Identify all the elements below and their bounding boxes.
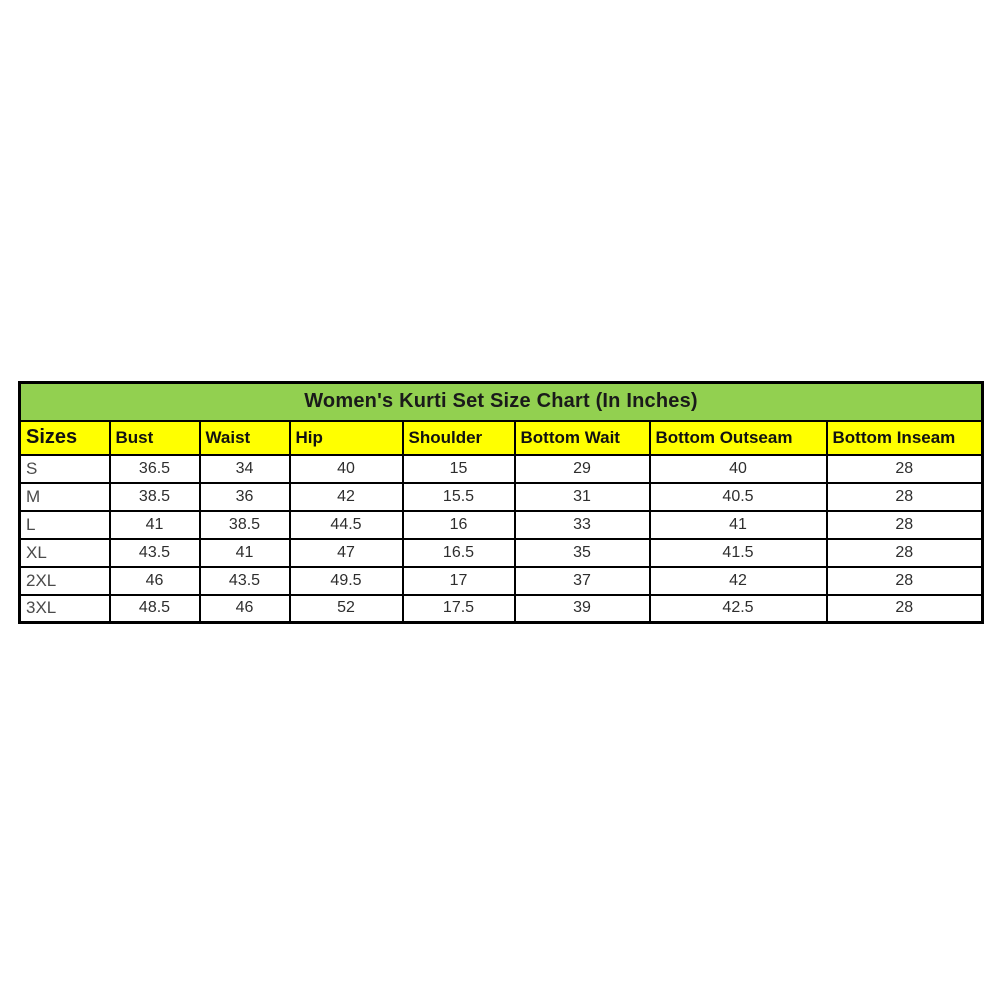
measurement-value: 15 (403, 455, 515, 483)
measurement-value: 40 (290, 455, 403, 483)
measurement-value: 16 (403, 511, 515, 539)
table-row (20, 539, 983, 567)
measurement-value: 17 (403, 567, 515, 595)
column-header-shoulder: Shoulder (403, 421, 515, 455)
size-label: XL (20, 539, 110, 567)
header-row (20, 421, 983, 455)
measurement-value: 41 (200, 539, 290, 567)
chart-title: Women's Kurti Set Size Chart (In Inches) (20, 383, 983, 421)
measurement-value: 38.5 (200, 511, 290, 539)
column-header-bottom-wait: Bottom Wait (515, 421, 650, 455)
measurement-value: 28 (827, 455, 983, 483)
measurement-value: 46 (200, 595, 290, 623)
size-label: L (20, 511, 110, 539)
measurement-value: 28 (827, 539, 983, 567)
size-chart (18, 381, 984, 624)
table-row (20, 483, 983, 511)
measurement-value: 37 (515, 567, 650, 595)
measurement-value: 44.5 (290, 511, 403, 539)
size-label: 2XL (20, 567, 110, 595)
measurement-value: 16.5 (403, 539, 515, 567)
size-label: S (20, 455, 110, 483)
measurement-value: 43.5 (200, 567, 290, 595)
column-header-waist: Waist (200, 421, 290, 455)
column-header-hip: Hip (290, 421, 403, 455)
table-row (20, 455, 983, 483)
measurement-value: 48.5 (110, 595, 200, 623)
measurement-value: 28 (827, 567, 983, 595)
size-label: M (20, 483, 110, 511)
measurement-value: 52 (290, 595, 403, 623)
column-header-bust: Bust (110, 421, 200, 455)
measurement-value: 28 (827, 511, 983, 539)
measurement-value: 39 (515, 595, 650, 623)
measurement-value: 42 (290, 483, 403, 511)
measurement-value: 43.5 (110, 539, 200, 567)
size-chart-table (18, 381, 984, 624)
measurement-value: 41 (650, 511, 827, 539)
size-label: 3XL (20, 595, 110, 623)
measurement-value: 36.5 (110, 455, 200, 483)
measurement-value: 29 (515, 455, 650, 483)
measurement-value: 31 (515, 483, 650, 511)
measurement-value: 49.5 (290, 567, 403, 595)
measurement-value: 41.5 (650, 539, 827, 567)
measurement-value: 15.5 (403, 483, 515, 511)
column-header-bottom-inseam: Bottom Inseam (827, 421, 983, 455)
measurement-value: 38.5 (110, 483, 200, 511)
measurement-value: 28 (827, 595, 983, 623)
measurement-value: 40 (650, 455, 827, 483)
measurement-value: 28 (827, 483, 983, 511)
measurement-value: 34 (200, 455, 290, 483)
column-header-sizes: Sizes (20, 421, 110, 455)
measurement-value: 35 (515, 539, 650, 567)
measurement-value: 42 (650, 567, 827, 595)
measurement-value: 40.5 (650, 483, 827, 511)
measurement-value: 36 (200, 483, 290, 511)
measurement-value: 47 (290, 539, 403, 567)
title-row (20, 383, 983, 421)
measurement-value: 41 (110, 511, 200, 539)
table-row (20, 567, 983, 595)
table-row (20, 595, 983, 623)
measurement-value: 33 (515, 511, 650, 539)
measurement-value: 42.5 (650, 595, 827, 623)
table-row (20, 511, 983, 539)
measurement-value: 46 (110, 567, 200, 595)
column-header-bottom-outseam: Bottom Outseam (650, 421, 827, 455)
measurement-value: 17.5 (403, 595, 515, 623)
